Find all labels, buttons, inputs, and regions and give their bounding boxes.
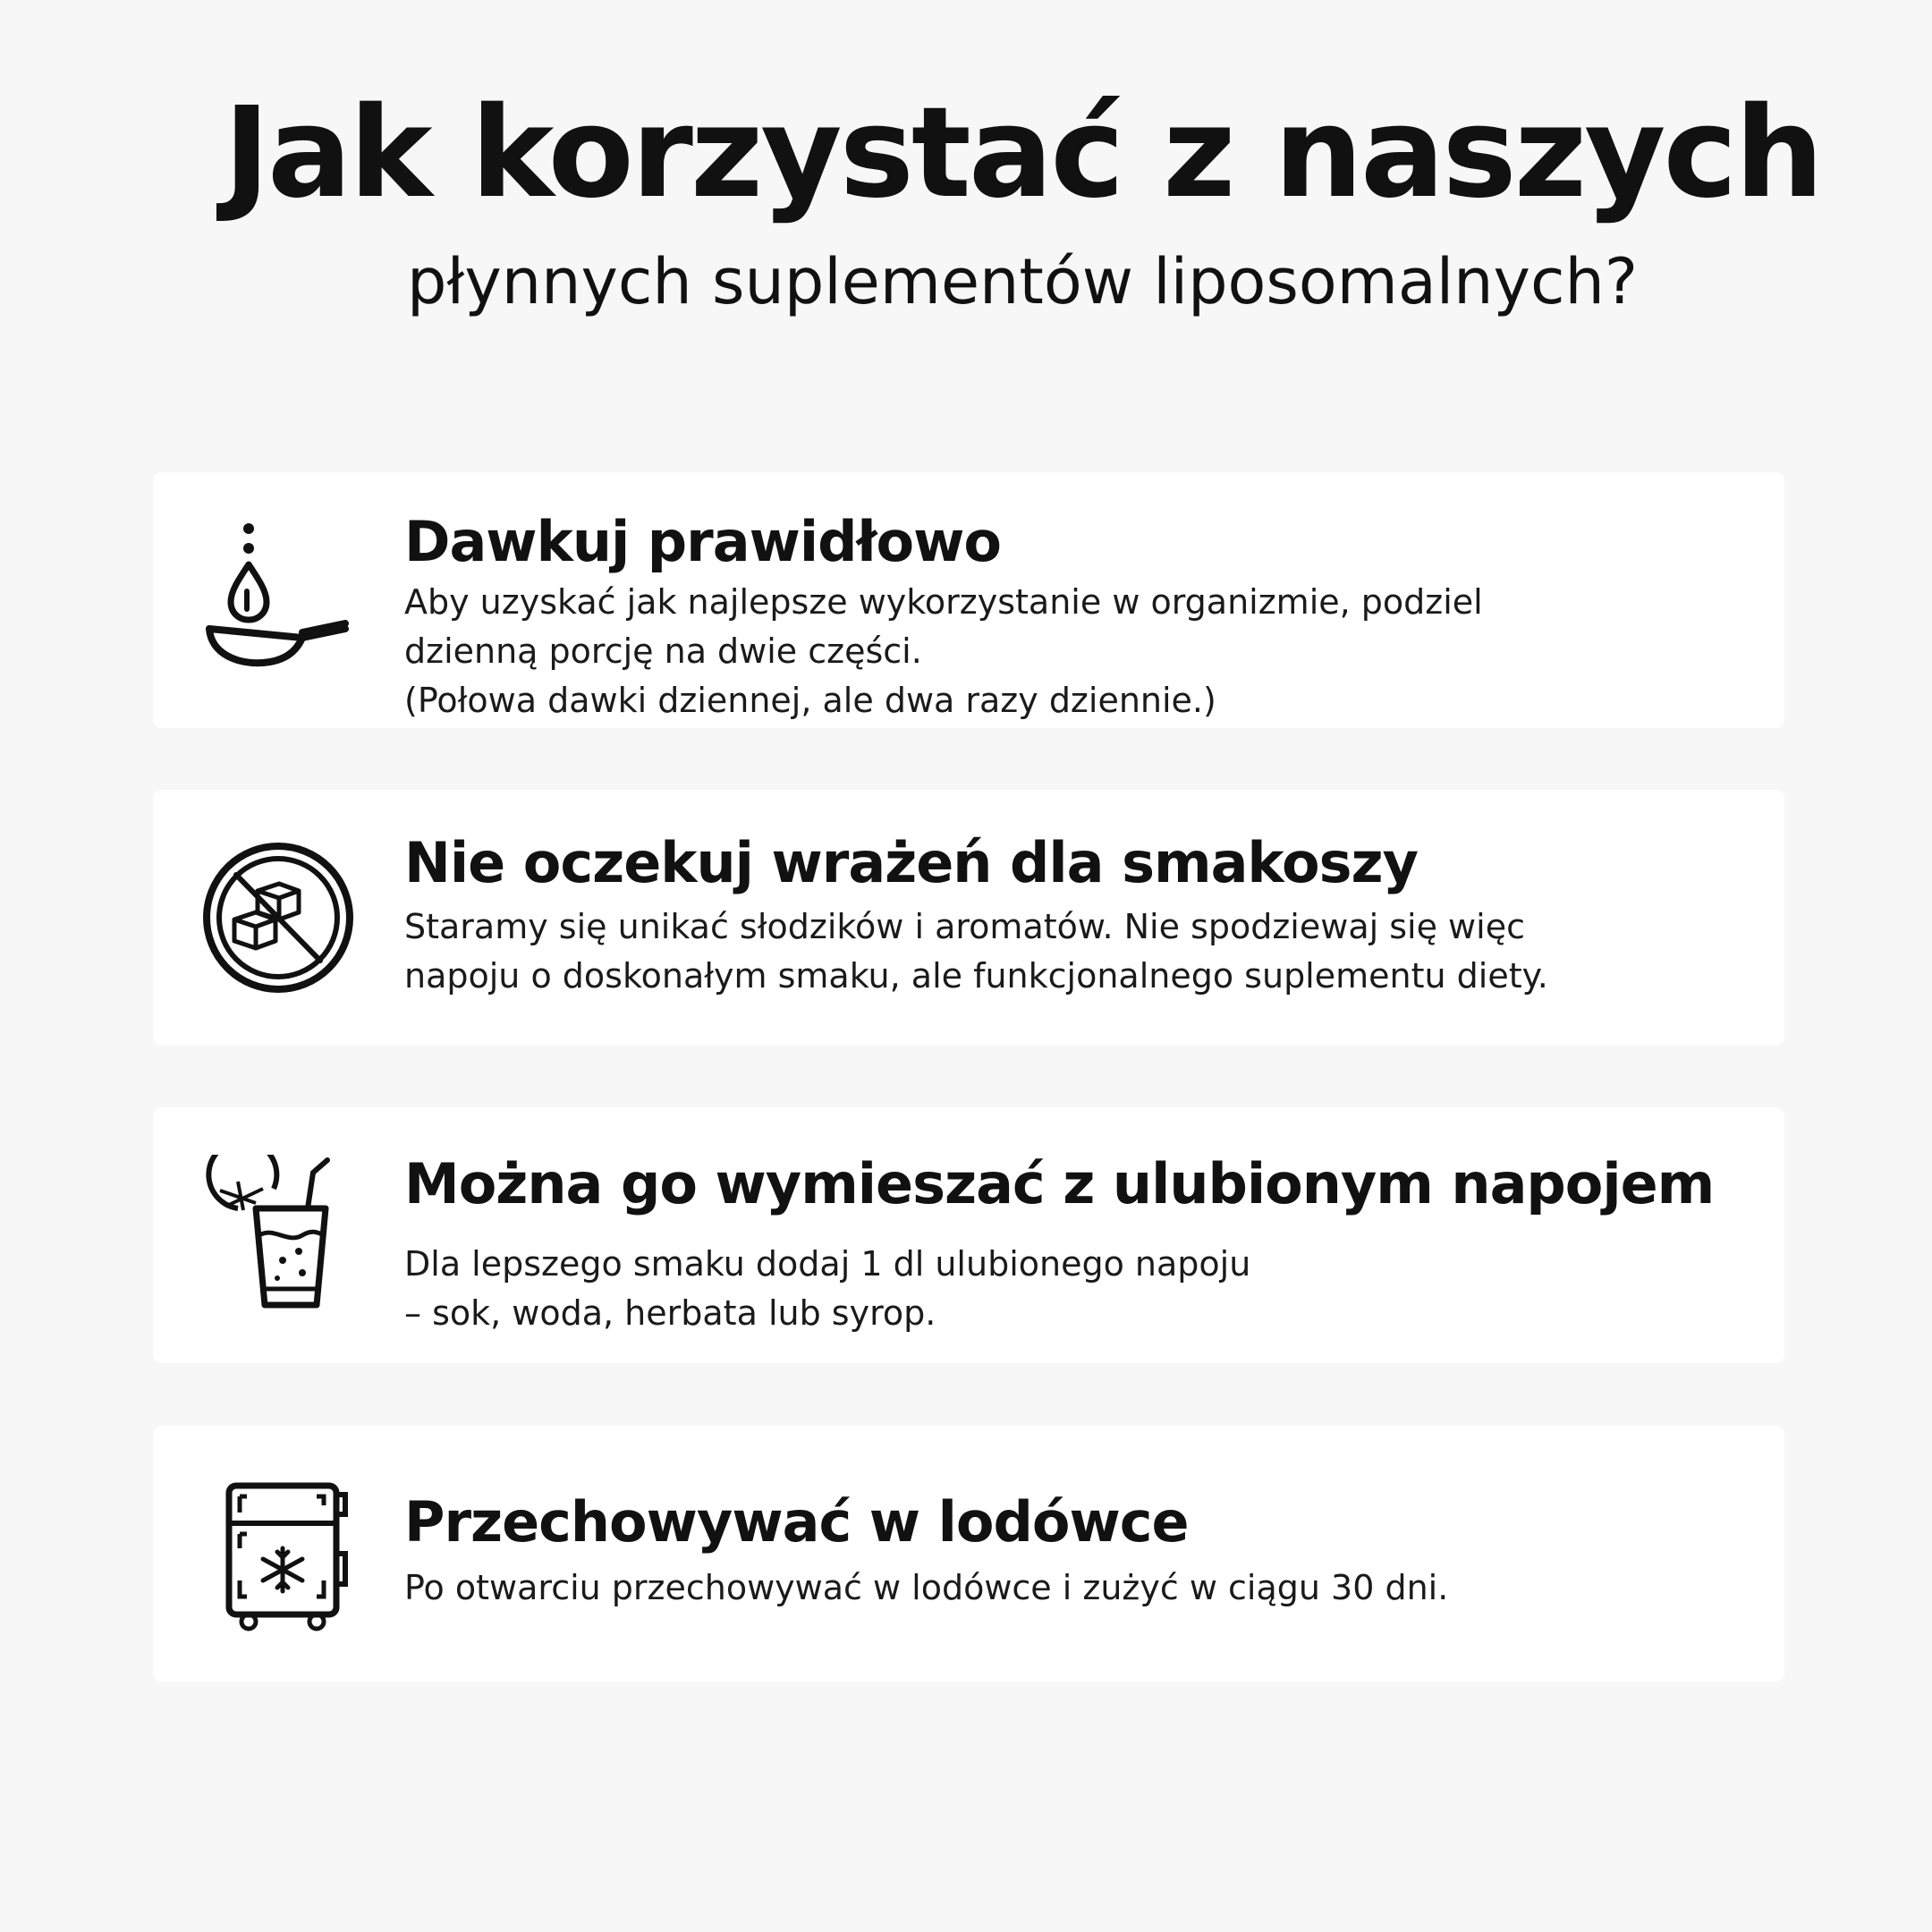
card-heading: Nie oczekuj wrażeń dla smakoszy bbox=[404, 830, 1418, 895]
card-mix bbox=[153, 1107, 1784, 1363]
card-line: Po otwarciu przechowywać w lodówce i zużyć w ciągu 30 dni. bbox=[404, 1568, 1449, 1607]
card-line: dzienną porcję na dwie części. bbox=[404, 631, 922, 671]
card-heading: Dawkuj prawidłowo bbox=[404, 509, 1001, 574]
card-taste bbox=[153, 790, 1784, 1046]
drink-glass-icon bbox=[202, 1155, 354, 1316]
card-line: Aby uzyskać jak najlepsze wykorzystanie w organizmie, podziel bbox=[404, 582, 1483, 622]
card-line: napoju o doskonałym smaku, ale funkcjonalnego suplementu diety. bbox=[404, 956, 1548, 996]
card-body bbox=[404, 1563, 1448, 1613]
page-subtitle: płynnych suplementów liposomalnych? bbox=[407, 245, 1638, 318]
card-line: (Połowa dawki dziennej, ale dwa razy dziennie.) bbox=[404, 681, 1216, 720]
card-body bbox=[404, 578, 1483, 725]
card-line: Dla lepszego smaku dodaj 1 dl ulubionego napoju bbox=[404, 1244, 1251, 1284]
card-storage bbox=[153, 1426, 1784, 1682]
card-heading: Przechowywać w lodówce bbox=[404, 1489, 1189, 1555]
spoon-drop-icon bbox=[202, 520, 354, 681]
card-heading: Można go wymieszać z ulubionym napojem bbox=[404, 1151, 1715, 1216]
fridge-icon bbox=[202, 1473, 354, 1634]
card-body bbox=[404, 1240, 1250, 1338]
card-line: – sok, woda, herbata lub syrop. bbox=[404, 1293, 936, 1333]
page-title: Jak korzystać z naszych bbox=[223, 80, 1822, 226]
card-dosage bbox=[153, 472, 1784, 728]
card-line: Staramy się unikać słodzików i aromatów. Nie spodziewaj się więc bbox=[404, 907, 1525, 946]
no-sugar-icon bbox=[202, 837, 354, 998]
card-body bbox=[404, 902, 1548, 1001]
